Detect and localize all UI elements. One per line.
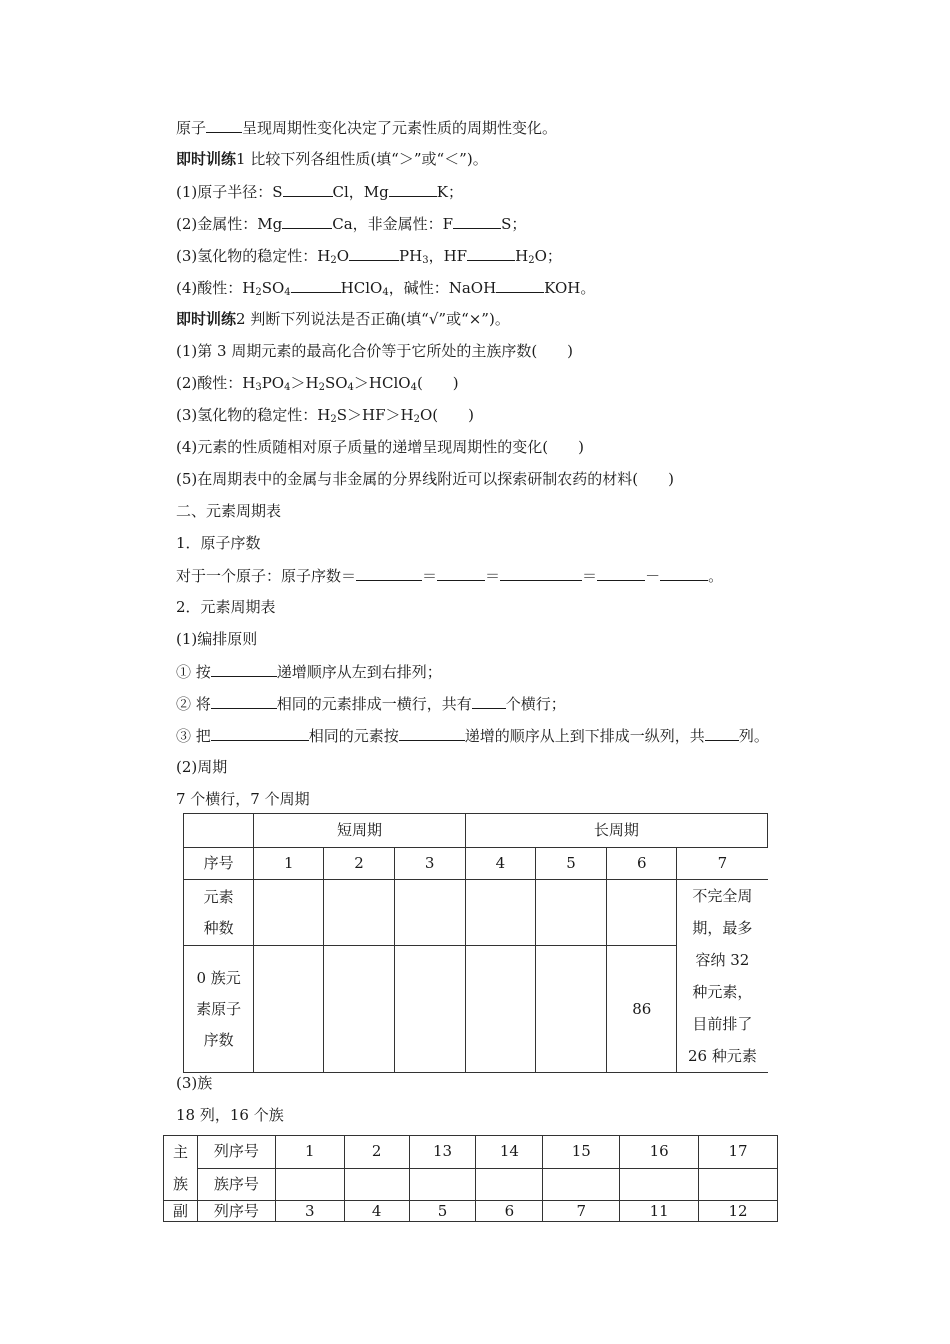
text: 递增顺序从左到右排列； <box>276 663 442 681</box>
text: Ca，非金属性：F <box>332 215 454 233</box>
exercise-2-heading <box>176 309 510 329</box>
subscript: 2 <box>330 255 337 266</box>
subscript: 3 <box>255 382 262 393</box>
sub-group-label: 副 <box>164 1201 198 1222</box>
table-row <box>164 1168 778 1201</box>
zero-group-label <box>184 946 254 1073</box>
column-number: 4 <box>344 1201 409 1222</box>
blank[interactable] <box>282 213 332 229</box>
text: Cl，Mg <box>332 183 389 201</box>
column-number: 17 <box>699 1136 778 1169</box>
blank[interactable] <box>453 213 501 229</box>
answer-cell[interactable] <box>344 1168 409 1201</box>
blank[interactable] <box>472 693 506 709</box>
column-number: 15 <box>543 1136 620 1169</box>
judge-1: (1)第 3 周期元素的最高化合价等于它所处的主族序数( ) <box>176 342 574 360</box>
text: S； <box>501 215 527 233</box>
text: PO <box>261 374 285 392</box>
text: ( ) <box>416 374 459 392</box>
blank[interactable] <box>660 565 708 581</box>
answer-cell[interactable] <box>394 880 465 946</box>
subsection-atomic-number: 1．原子序数 <box>176 534 261 552</box>
text: 。 <box>708 567 724 585</box>
blank[interactable] <box>283 181 333 197</box>
group-label: 族序号 <box>197 1168 275 1201</box>
judge-5: (5)在周期表中的金属与非金属的分界线附近可以探索研制农药的材料( ) <box>176 470 674 488</box>
text: 主 <box>172 1143 188 1161</box>
rule-1 <box>176 661 442 682</box>
text: ，碱性：NaOH <box>388 279 497 297</box>
blank[interactable] <box>349 245 399 261</box>
text: HClO <box>340 279 383 297</box>
period-number: 7 <box>677 848 768 880</box>
text: ③ 把 <box>176 727 211 745</box>
rule-2 <box>176 693 566 714</box>
text: KOH。 <box>544 279 596 297</box>
text: (3)氢化物的稳定性：H <box>176 247 331 265</box>
rule-3 <box>176 725 769 746</box>
blank[interactable] <box>211 661 277 677</box>
answer-cell[interactable] <box>275 1168 344 1201</box>
column-number: 16 <box>620 1136 699 1169</box>
intro-line <box>176 117 557 138</box>
column-number: 13 <box>409 1136 476 1169</box>
subscript: 2 <box>318 382 325 393</box>
period-summary: 7 个横行，7 个周期 <box>176 790 310 808</box>
q4 <box>176 277 595 303</box>
long-period-header: 长周期 <box>465 814 767 848</box>
text: 26 种元素 <box>688 1047 757 1065</box>
text: ② 将 <box>176 695 211 713</box>
arrangement-principles: (1)编排原则 <box>176 630 258 648</box>
blank[interactable] <box>496 277 544 293</box>
table-row <box>164 1201 778 1222</box>
period-7-note <box>677 880 768 1073</box>
period-table <box>183 813 768 1073</box>
atomic-number-equation <box>176 565 723 586</box>
period-number: 3 <box>394 848 465 880</box>
blank[interactable] <box>500 565 582 581</box>
text: ＝ <box>485 567 501 585</box>
text: (2)酸性：H <box>176 374 256 392</box>
blank[interactable] <box>211 693 277 709</box>
period-number: 1 <box>254 848 324 880</box>
text: 不完全周 <box>692 887 753 905</box>
answer-cell[interactable] <box>543 1168 620 1201</box>
text: 族 <box>172 1175 188 1193</box>
column-number: 11 <box>620 1201 699 1222</box>
column-number: 1 <box>275 1136 344 1169</box>
text: 序数 <box>203 1030 234 1049</box>
short-period-header: 短周期 <box>254 814 466 848</box>
text: SO <box>261 279 285 297</box>
period-number: 4 <box>465 848 535 880</box>
subscript: 2 <box>413 414 420 425</box>
blank[interactable] <box>399 725 465 741</box>
column-label: 列序号 <box>197 1136 275 1169</box>
answer-cell[interactable] <box>254 880 324 946</box>
text: 2 判断下列说法是否正确(填“√”或“×”)。 <box>236 310 510 328</box>
judge-2 <box>176 373 459 398</box>
subscript: 4 <box>382 287 389 298</box>
blank[interactable] <box>206 117 242 133</box>
text: 相同的元素按 <box>308 727 399 745</box>
text: 元素 <box>203 887 234 906</box>
column-number: 5 <box>409 1201 476 1222</box>
corner-cell <box>184 814 254 848</box>
subsection-periodic-table: 2．元素周期表 <box>176 598 276 616</box>
answer-cell[interactable] <box>254 946 324 1073</box>
q1 <box>176 181 463 202</box>
text: ＞HClO <box>353 374 411 392</box>
text: (3)氢化物的稳定性：H <box>176 406 331 424</box>
table-row <box>184 814 768 848</box>
exercise-label: 即时训练 <box>176 310 237 328</box>
text: 容纳 32 <box>695 951 750 969</box>
text: ＞H <box>290 374 319 392</box>
text: 个横行； <box>505 695 566 713</box>
main-group-label <box>164 1136 198 1201</box>
text: SO <box>324 374 348 392</box>
answer-cell[interactable] <box>699 1168 778 1201</box>
column-number: 2 <box>344 1136 409 1169</box>
text: 递增的顺序从上到下排成一纵列，共 <box>464 727 705 745</box>
text: 素原子 <box>196 999 242 1018</box>
text: － <box>645 567 661 585</box>
blank[interactable] <box>389 181 437 197</box>
blank[interactable] <box>705 725 739 741</box>
subscript: 4 <box>347 382 354 393</box>
section-2-title: 二、元素周期表 <box>176 502 282 520</box>
column-number: 3 <box>275 1201 344 1222</box>
blank[interactable] <box>597 565 645 581</box>
text: K； <box>436 183 463 201</box>
table-row <box>184 880 768 946</box>
subscript: 4 <box>284 382 291 393</box>
answer-cell[interactable] <box>324 946 394 1073</box>
text: 0 族元 <box>196 968 241 987</box>
period-6-zero-group: 86 <box>607 946 677 1073</box>
column-number: 14 <box>476 1136 543 1169</box>
text: ＝ <box>582 567 598 585</box>
column-number: 12 <box>699 1201 778 1222</box>
exercise-1-heading <box>176 149 488 169</box>
exercise-label: 即时训练 <box>176 150 237 168</box>
blank[interactable] <box>356 565 422 581</box>
group-summary: 18 列，16 个族 <box>176 1106 284 1124</box>
subscript: 4 <box>410 382 417 393</box>
text: PH <box>399 247 423 265</box>
answer-cell[interactable] <box>465 946 535 1073</box>
text: ，HF <box>428 247 468 265</box>
table-row <box>164 1136 778 1169</box>
text: O <box>336 247 350 265</box>
text: 种元素， <box>692 983 753 1001</box>
column-number: 6 <box>476 1201 543 1222</box>
subscript: 2 <box>330 414 337 425</box>
subscript: 4 <box>284 287 291 298</box>
group-table <box>163 1135 778 1222</box>
text: 列。 <box>738 727 769 745</box>
text: 种数 <box>203 918 234 937</box>
answer-cell[interactable] <box>620 1168 699 1201</box>
text: 原子 <box>176 119 207 137</box>
text: 呈现周期性变化决定了元素性质的周期性变化。 <box>242 119 558 137</box>
text: ① 按 <box>176 663 211 681</box>
blank[interactable] <box>291 277 341 293</box>
answer-cell[interactable] <box>394 946 465 1073</box>
text: (1)原子半径：S <box>176 183 283 201</box>
text: 1 比较下列各组性质(填“＞”或“＜”)。 <box>236 150 488 168</box>
period-number: 5 <box>535 848 606 880</box>
column-label: 列序号 <box>197 1201 275 1222</box>
text: 目前排了 <box>692 1015 753 1033</box>
blank[interactable] <box>437 565 485 581</box>
group-heading: (3)族 <box>176 1074 213 1092</box>
text: 对于一个原子：原子序数＝ <box>176 567 357 585</box>
subscript: 2 <box>255 287 262 298</box>
answer-cell[interactable] <box>465 880 535 946</box>
answer-cell[interactable] <box>409 1168 476 1201</box>
column-number: 7 <box>543 1201 620 1222</box>
blank[interactable] <box>211 725 309 741</box>
answer-cell[interactable] <box>607 880 677 946</box>
q2 <box>176 213 526 234</box>
text: O( ) <box>419 406 474 424</box>
answer-cell[interactable] <box>324 880 394 946</box>
text: (4)酸性：H <box>176 279 256 297</box>
period-number: 2 <box>324 848 394 880</box>
row-label: 序号 <box>184 848 254 880</box>
table-row <box>184 848 768 880</box>
judge-3 <box>176 405 474 430</box>
text: S＞HF＞H <box>336 406 414 424</box>
text: ＝ <box>422 567 438 585</box>
period-heading: (2)周期 <box>176 758 228 776</box>
answer-cell[interactable] <box>476 1168 543 1201</box>
answer-cell[interactable] <box>535 880 606 946</box>
text: 期，最多 <box>692 919 753 937</box>
text: (2)金属性：Mg <box>176 215 283 233</box>
subscript: 2 <box>528 255 535 266</box>
period-number: 6 <box>607 848 677 880</box>
subscript: 3 <box>422 255 429 266</box>
text: O； <box>534 247 562 265</box>
judge-4: (4)元素的性质随相对原子质量的递增呈现周期性的变化( ) <box>176 438 584 456</box>
text: H <box>515 247 529 265</box>
text: 相同的元素排成一横行，共有 <box>276 695 472 713</box>
q3 <box>176 245 562 271</box>
blank[interactable] <box>467 245 515 261</box>
answer-cell[interactable] <box>535 946 606 1073</box>
element-count-label <box>184 880 254 946</box>
